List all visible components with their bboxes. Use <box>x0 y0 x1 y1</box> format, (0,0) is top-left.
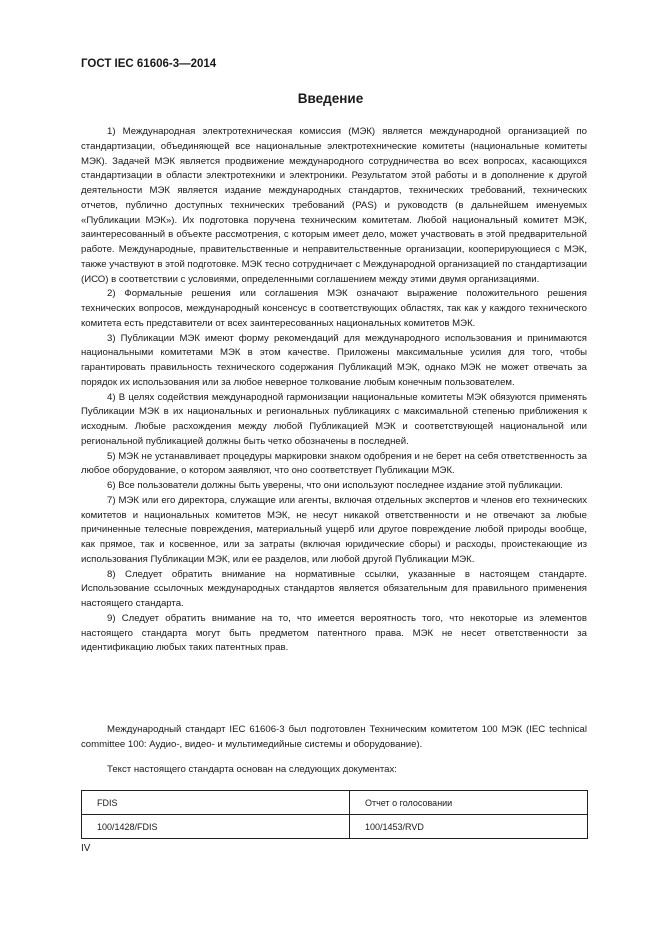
paragraph-6: 6) Все пользователи должны быть уверены, что они используют последнее издание этой публикации. <box>107 480 563 491</box>
table-header-cell: Отчет о голосовании <box>350 791 588 815</box>
intro-paragraph: Международный стандарт IEC 61606-3 был подготовлен Техническим комитетом 100 МЭК (IEC technical committee 100: Аудио-, видео- и мультимедийные системы и оборудование). <box>81 724 587 750</box>
paragraph-2: 2) Формальные решения или соглашения МЭК означают выражение положительного решения технических вопросов, международный консенсус в соответствующих областях, так как у каждого технического комитета есть представители от всех заинтересованных национальных комитетов МЭК. <box>81 288 587 329</box>
table-cell: 100/1453/RVD <box>350 815 588 839</box>
paragraph-7: 7) МЭК или его директора, служащие или агенты, включая отдельных экспертов и членов его технических комитетов и национальных комитетов МЭК, не несут никакой ответственности и не отвечают за любые причиненные телесные повреждения, материальный ущерб или другое повреждение любой природы вообще, как прямое, так и косвенное, или за затраты (включая юридические сборы) и расходы, проистекающие из использования Публикации МЭК, или ее разделов, или любой другой Публикации МЭК. <box>81 494 587 565</box>
table-header-cell: FDIS <box>82 791 350 815</box>
table-header-row <box>82 791 588 815</box>
paragraph-3: 3) Публикации МЭК имеют форму рекомендаций для международного использования и принимаются национальными комитетами МЭК в этом качестве. Приложены максимальные усилия для того, чтобы гарантировать правильность технического содержания Публикаций МЭК, однако МЭК не может отвечать за порядок их использования или за любое неверное толкование любым конечным пользователем. <box>81 332 587 388</box>
intro-text <box>81 723 587 752</box>
table-cell: 100/1428/FDIS <box>82 815 350 839</box>
documents-table <box>81 790 588 839</box>
body-text <box>81 125 587 656</box>
paragraph-4: 4) В целях содействия международной гармонизации национальные комитеты МЭК обязуются применять Публикации МЭК в их национальных и региональных публикациях с максимальной степенью приближения к исходным. Любые расхождения между любой Публикацией МЭК и соответствующей национальной или региональной публикацией должны быть четко обозначены в последней. <box>81 391 587 447</box>
document-header: ГОСТ IEC 61606-3—2014 <box>81 58 217 70</box>
paragraph-8: 8) Следует обратить внимание на нормативные ссылки, указанные в настоящем стандарте. Использование ссылочных международных стандартов является обязательным для правильного применения настоящего стандарта. <box>81 568 587 609</box>
paragraph-5: 5) МЭК не устанавливает процедуры маркировки знаком одобрения и не берет на себя ответственность за любое оборудование, о котором заявляют, что оно соответствует Публикации МЭК. <box>81 450 587 477</box>
section-title: Введение <box>297 91 364 106</box>
paragraph-1: 1) Международная электротехническая комиссия (МЭК) является международной организацией по стандартизации, объединяющей все национальные электротехнические комитеты (национальные комитеты МЭК). Задачей МЭК является продвижение международного сотрудничества во всех вопросах, касающихся стандартизации в области электротехники и электроники. Результатом этой работы и в дополнение к другой деятельности МЭК является издание международных стандартов, технических требований, технических отчетов, публично доступных технических требований (PAS) и руководств (в дальнейшем именуемых «Публикации МЭК»). Их подготовка поручена техническим комитетам. Любой национальный комитет МЭК, заинтересованный в объекте рассмотрения, с которым имеет дело, может участвовать в этой предварительной работе. Международные, правительственные и неправительственные организации, кооперирующиеся с МЭК, также участвуют в этой подготовке. МЭК тесно сотрудничает с Международной организацией по стандартизации (ИСО) в соответствии с условиями, определенными соглашением между этими двумя организациями. <box>81 126 587 285</box>
paragraph-9: 9) Следует обратить внимание на то, что имеется вероятность того, что некоторые из элементов настоящего стандарта могут быть предметом патентного права. МЭК не несет ответственности за идентификацию любых таких патентных прав. <box>81 612 587 654</box>
documents-caption: Текст настоящего стандарта основан на следующих документах: <box>107 764 397 775</box>
page-number: IV <box>81 843 91 854</box>
table-row <box>82 815 588 839</box>
